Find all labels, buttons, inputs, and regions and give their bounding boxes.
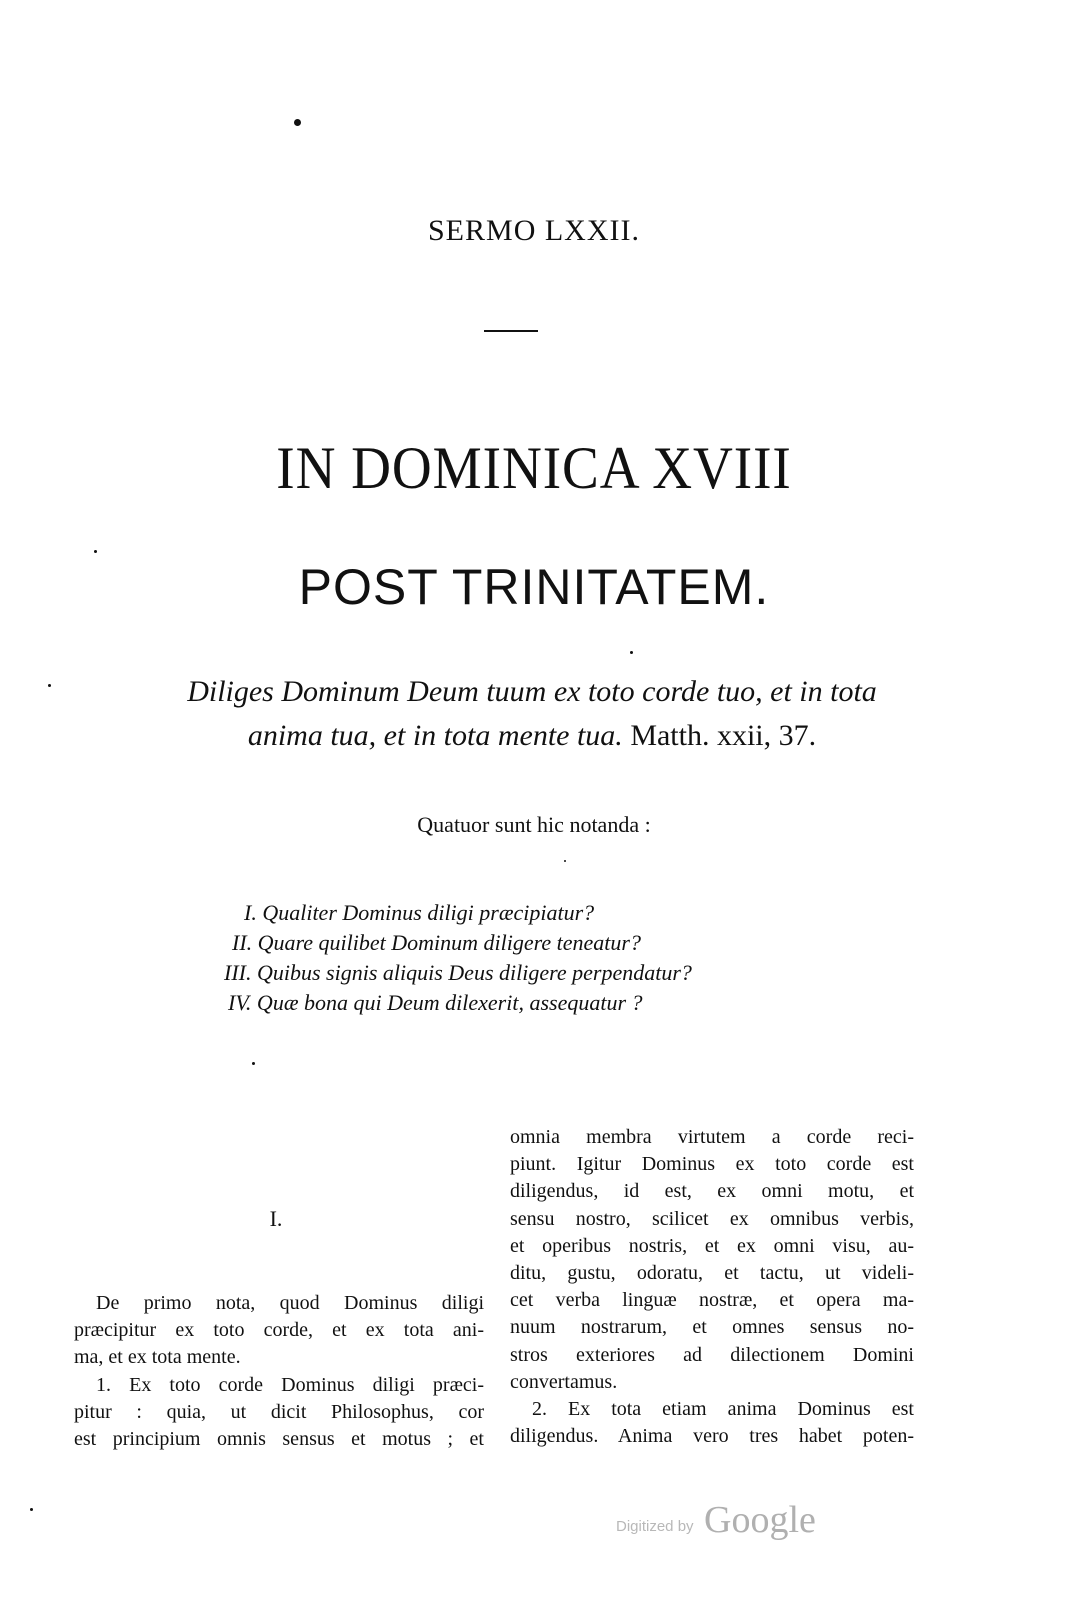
title-line-2: POST TRINITATEM. — [298, 559, 770, 615]
text-line: stros exteriores ad dilectionem Domini — [510, 1343, 914, 1366]
scan-speck — [294, 119, 301, 126]
question-list — [224, 898, 824, 1018]
text-line: piunt. Igitur Dominus ex toto corde est — [510, 1153, 914, 1176]
section-number: I. — [269, 1206, 283, 1231]
question-item: II. Quare quilibet Dominum diligere teneatur? — [232, 930, 641, 955]
divider-rule — [484, 330, 538, 332]
text-line: diligendus, id est, ex omni motu, et — [510, 1180, 914, 1203]
google-watermark — [616, 1498, 856, 1548]
text-line: præcipitur ex toto corde, et ex tota ani- — [74, 1319, 484, 1342]
scan-speck — [94, 550, 97, 553]
text-line: convertamus. — [510, 1370, 618, 1393]
text-line: ma, et ex tota mente. — [74, 1346, 241, 1369]
epigraph-line-2: anima tua, et in tota mente tua. — [247, 719, 623, 752]
intro-text: Quatuor sunt hic notanda : — [417, 812, 651, 837]
text-line: 1. Ex toto corde Dominus diligi præci- — [96, 1373, 484, 1396]
scan-speck — [30, 1508, 33, 1511]
right-column — [510, 1124, 914, 1450]
question-item: I. Qualiter Dominus diligi præcipiatur? — [244, 900, 595, 925]
epigraph-line-1: Diliges Dominum Deum tuum ex toto corde tuo, et in tota — [187, 675, 877, 708]
question-item: III. Quibus signis aliquis Deus diligere perpendatur? — [224, 960, 692, 985]
scan-speck — [630, 651, 633, 654]
text-line: De primo nota, quod Dominus diligi — [96, 1292, 484, 1314]
google-logo: Google — [704, 1499, 816, 1541]
question-item: IV. Quæ bona qui Deum dilexerit, assequatur ? — [228, 990, 643, 1015]
text-line: pitur : quia, ut dicit Philosophus, cor — [74, 1400, 484, 1423]
scan-speck — [48, 684, 51, 687]
text-line: est principium omnis sensus et motus ; et — [74, 1428, 484, 1451]
sermon-number: SERMO LXXII. — [428, 214, 640, 247]
scan-speck — [564, 860, 566, 862]
text-line: nuum nostrarum, et omnes sensus no- — [510, 1316, 914, 1339]
text-line: sensu nostro, scilicet ex omnibus verbis, — [510, 1207, 914, 1230]
left-column — [74, 1290, 484, 1453]
text-line: diligendus. Anima vero tres habet poten- — [510, 1425, 914, 1448]
epigraph-reference: Matth. xxii, 37. — [622, 719, 817, 752]
text-line: et operibus nostris, et ex omni visu, au- — [510, 1234, 914, 1257]
text-line: 2. Ex tota etiam anima Dominus est — [532, 1398, 914, 1421]
text-line: omnia membra virtutem a corde reci- — [510, 1126, 914, 1148]
digitized-by-label: Digitized by — [616, 1518, 694, 1535]
scan-speck — [252, 1062, 255, 1065]
text-line: ditu, gustu, odoratu, et tactu, ut videli- — [510, 1262, 914, 1285]
epigraph — [70, 670, 994, 758]
title-line-1: IN DOMINICA XVIII — [276, 435, 792, 501]
text-line: cet verba linguæ nostræ, et opera ma- — [510, 1289, 914, 1312]
